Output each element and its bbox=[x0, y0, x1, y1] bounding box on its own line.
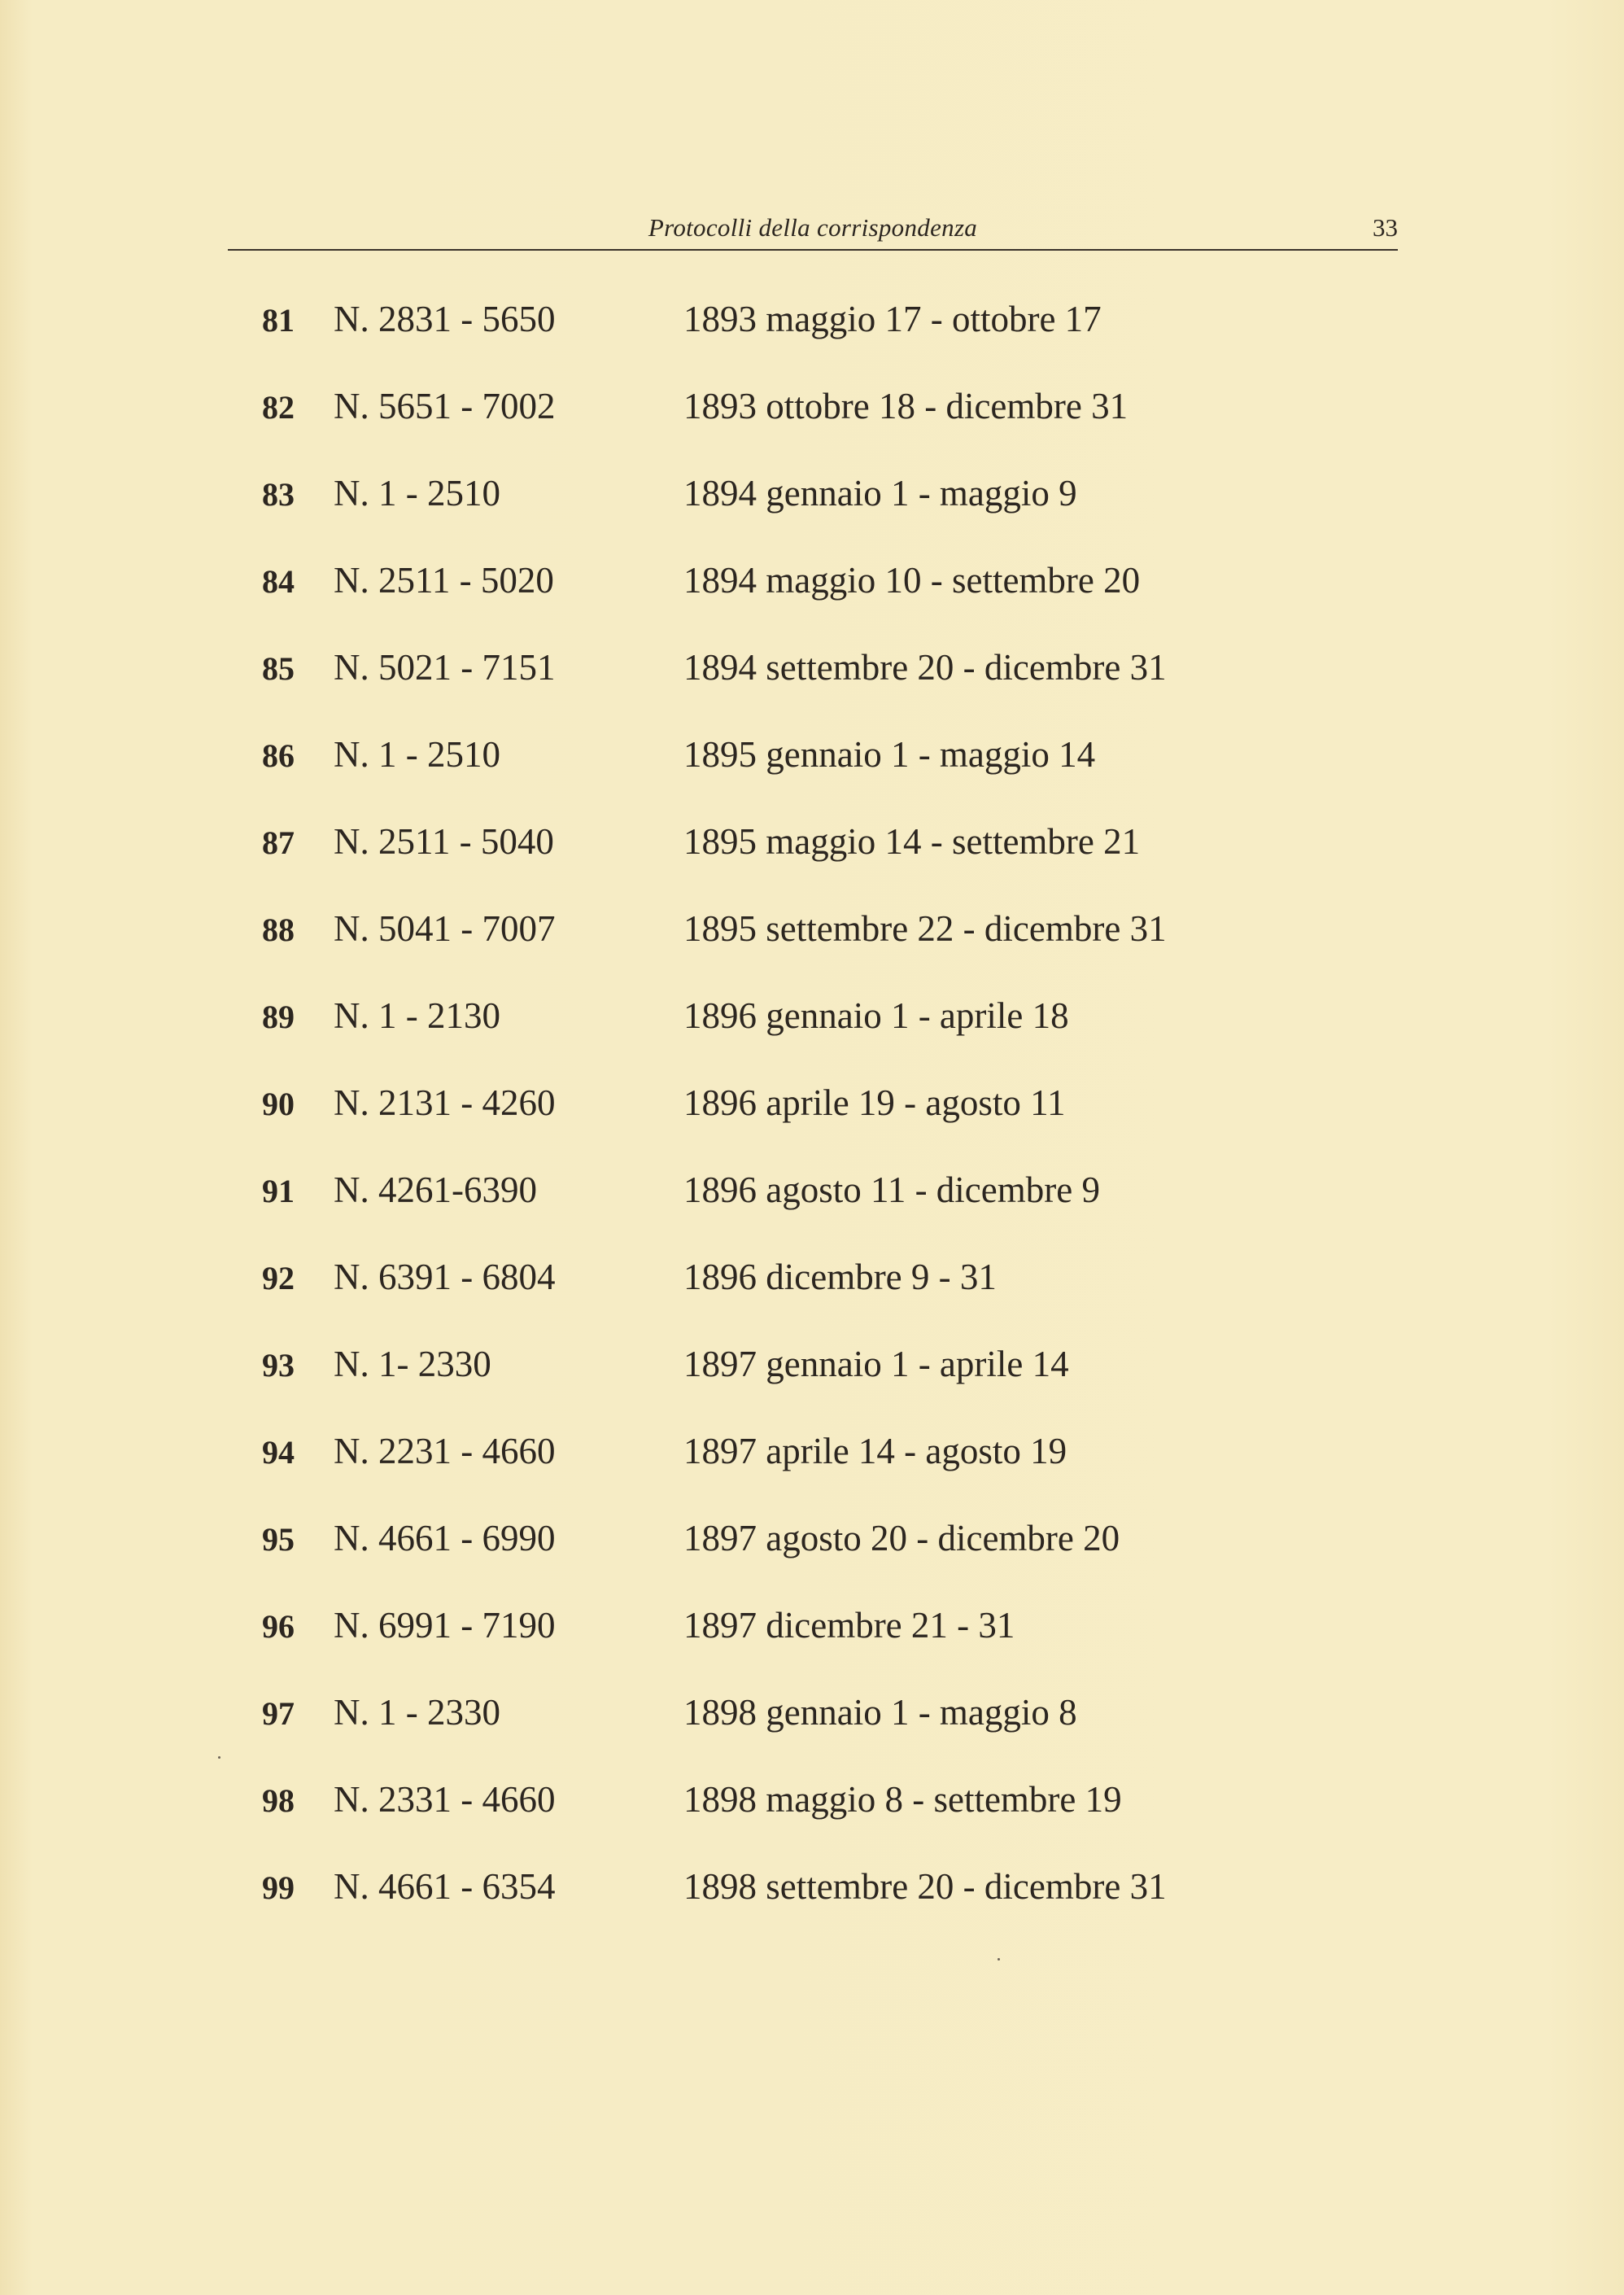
register-row bbox=[0, 994, 1624, 1082]
volume-number: 93 bbox=[262, 1347, 295, 1384]
protocol-range: N. 1 - 2510 bbox=[334, 734, 500, 775]
protocol-range: N. 5041 - 7007 bbox=[334, 908, 556, 949]
protocol-range: N. 2511 - 5020 bbox=[334, 560, 554, 601]
date-range: 1897 gennaio 1 - aprile 14 bbox=[683, 1344, 1069, 1384]
protocol-range: N. 2131 - 4260 bbox=[334, 1082, 556, 1123]
protocol-range: N. 1 - 2510 bbox=[334, 473, 500, 514]
register-row bbox=[0, 1691, 1624, 1778]
paper-speck bbox=[998, 1958, 1000, 1961]
volume-number: 96 bbox=[262, 1608, 295, 1645]
register-row bbox=[0, 559, 1624, 646]
register-row bbox=[0, 1430, 1624, 1517]
date-range: 1894 settembre 20 - dicembre 31 bbox=[683, 647, 1167, 688]
register-row bbox=[0, 1517, 1624, 1604]
volume-number: 95 bbox=[262, 1521, 295, 1558]
protocol-range: N. 5021 - 7151 bbox=[334, 647, 556, 688]
register-row bbox=[0, 1169, 1624, 1256]
volume-number: 89 bbox=[262, 999, 295, 1035]
volume-number: 84 bbox=[262, 563, 295, 600]
protocol-range: N. 2231 - 4660 bbox=[334, 1431, 556, 1471]
volume-number: 97 bbox=[262, 1695, 295, 1732]
volume-number: 94 bbox=[262, 1434, 295, 1471]
protocol-range: N. 1 - 2130 bbox=[334, 995, 500, 1036]
date-range: 1896 agosto 11 - dicembre 9 bbox=[683, 1169, 1100, 1210]
date-range: 1893 ottobre 18 - dicembre 31 bbox=[683, 386, 1129, 426]
date-range: 1898 gennaio 1 - maggio 8 bbox=[683, 1692, 1077, 1733]
volume-number: 83 bbox=[262, 476, 295, 513]
date-range: 1894 maggio 10 - settembre 20 bbox=[683, 560, 1141, 601]
register-list bbox=[0, 298, 1624, 1952]
date-range: 1896 gennaio 1 - aprile 18 bbox=[683, 995, 1069, 1036]
protocol-range: N. 1 - 2330 bbox=[334, 1692, 500, 1733]
protocol-range: N. 1- 2330 bbox=[334, 1344, 491, 1384]
register-row bbox=[0, 1343, 1624, 1430]
volume-number: 82 bbox=[262, 389, 295, 426]
volume-number: 90 bbox=[262, 1086, 295, 1122]
volume-number: 87 bbox=[262, 824, 295, 861]
register-row bbox=[0, 1082, 1624, 1169]
register-row bbox=[0, 385, 1624, 472]
register-row bbox=[0, 1865, 1624, 1952]
date-range: 1894 gennaio 1 - maggio 9 bbox=[683, 473, 1077, 514]
date-range: 1895 maggio 14 - settembre 21 bbox=[683, 821, 1141, 862]
protocol-range: N. 6991 - 7190 bbox=[334, 1605, 556, 1646]
register-row bbox=[0, 733, 1624, 820]
register-row bbox=[0, 907, 1624, 994]
register-row bbox=[0, 1256, 1624, 1343]
running-title: Protocolli della corrispondenza bbox=[648, 213, 978, 242]
volume-number: 99 bbox=[262, 1869, 295, 1906]
volume-number: 92 bbox=[262, 1260, 295, 1296]
date-range: 1896 aprile 19 - agosto 11 bbox=[683, 1082, 1066, 1123]
date-range: 1893 maggio 17 - ottobre 17 bbox=[683, 299, 1102, 339]
date-range: 1897 agosto 20 - dicembre 20 bbox=[683, 1518, 1120, 1558]
date-range: 1898 maggio 8 - settembre 19 bbox=[683, 1779, 1122, 1820]
date-range: 1895 gennaio 1 - maggio 14 bbox=[683, 734, 1096, 775]
register-row bbox=[0, 1778, 1624, 1865]
register-row bbox=[0, 298, 1624, 385]
protocol-range: N. 4661 - 6990 bbox=[334, 1518, 556, 1558]
protocol-range: N. 5651 - 7002 bbox=[334, 386, 556, 426]
running-header bbox=[228, 208, 1398, 251]
protocol-range: N. 4661 - 6354 bbox=[334, 1866, 556, 1907]
protocol-range: N. 6391 - 6804 bbox=[334, 1257, 556, 1297]
date-range: 1897 dicembre 21 - 31 bbox=[683, 1605, 1015, 1646]
register-row bbox=[0, 646, 1624, 733]
volume-number: 88 bbox=[262, 911, 295, 948]
paper-speck bbox=[218, 1756, 220, 1759]
volume-number: 85 bbox=[262, 650, 295, 687]
date-range: 1897 aprile 14 - agosto 19 bbox=[683, 1431, 1067, 1471]
volume-number: 81 bbox=[262, 302, 295, 339]
volume-number: 86 bbox=[262, 737, 295, 774]
register-row bbox=[0, 820, 1624, 907]
volume-number: 98 bbox=[262, 1782, 295, 1819]
date-range: 1895 settembre 22 - dicembre 31 bbox=[683, 908, 1167, 949]
date-range: 1896 dicembre 9 - 31 bbox=[683, 1257, 997, 1297]
protocol-range: N. 2511 - 5040 bbox=[334, 821, 554, 862]
page-number: 33 bbox=[1373, 213, 1398, 242]
register-row bbox=[0, 472, 1624, 559]
volume-number: 91 bbox=[262, 1173, 295, 1209]
protocol-range: N. 2831 - 5650 bbox=[334, 299, 556, 339]
register-row bbox=[0, 1604, 1624, 1691]
protocol-range: N. 4261-6390 bbox=[334, 1169, 537, 1210]
date-range: 1898 settembre 20 - dicembre 31 bbox=[683, 1866, 1167, 1907]
protocol-range: N. 2331 - 4660 bbox=[334, 1779, 556, 1820]
